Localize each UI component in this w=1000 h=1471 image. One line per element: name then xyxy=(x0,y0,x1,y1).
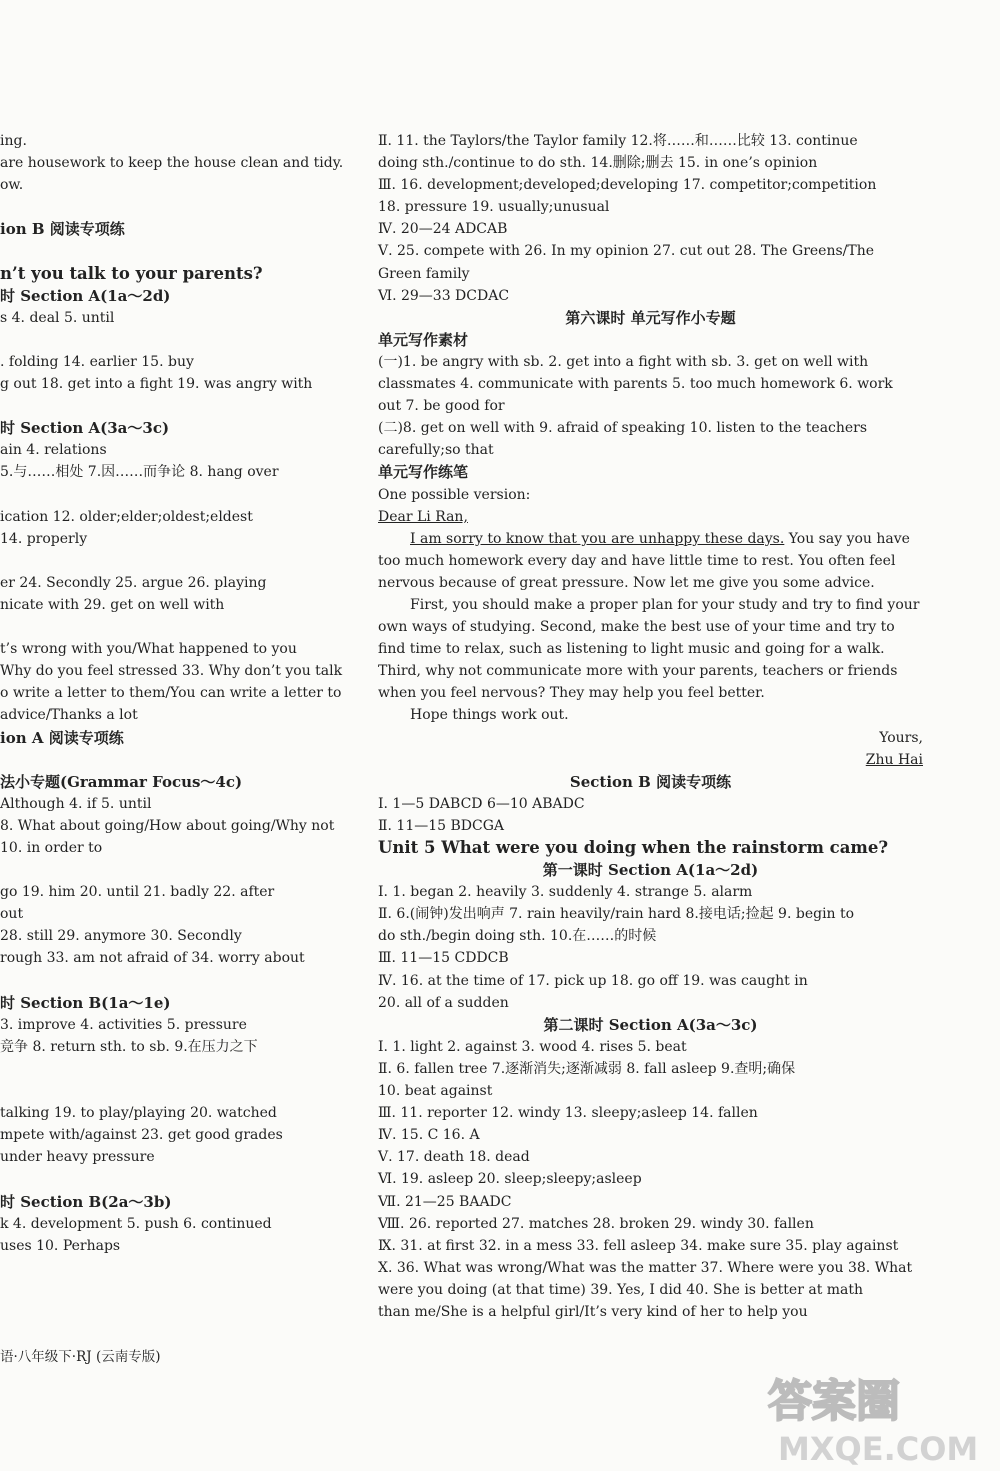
answer-line: 3. improve 4. activities 5. pressure xyxy=(0,1016,247,1033)
answer-line: k 4. development 5. push 6. continued xyxy=(0,1215,272,1232)
answer-line xyxy=(0,859,345,881)
answer-line: Ⅵ. 29—33 DCDAC xyxy=(378,287,510,304)
answer-line xyxy=(0,1168,345,1190)
answer-line: o write a letter to them/You can write a letter to xyxy=(0,685,342,702)
answer-line: 14. properly xyxy=(0,530,88,547)
answer-line: ing. xyxy=(0,133,27,149)
letter-signature: Zhu Hai xyxy=(865,751,923,768)
answers-unit5-part xyxy=(378,771,923,1323)
answer-line xyxy=(0,970,345,992)
answer-line: under heavy pressure xyxy=(0,1149,155,1166)
answer-line: 单元写作素材 xyxy=(378,330,469,349)
answer-line xyxy=(0,240,345,262)
answer-line: Ⅴ. 17. death 18. dead xyxy=(378,1149,530,1166)
answer-line: Ⅱ. 6.(闹钟)发出响声 7. rain heavily/rain hard 8.接电话;捡起 9. begin to xyxy=(378,906,855,923)
answer-line xyxy=(0,484,345,506)
answer-line: ion A 阅读专项练 xyxy=(0,728,124,747)
answer-line: 10. in order to xyxy=(0,840,103,856)
answer-line xyxy=(0,616,345,638)
answer-line: t’s wrong with you/What happened to you xyxy=(0,641,297,658)
answer-line: are housework to keep the house clean and tidy. xyxy=(0,155,344,172)
answer-line: Ⅰ. 1. light 2. against 3. wood 4. rises 5. beat xyxy=(378,1038,687,1055)
answer-line: 8. What about going/How about going/Why not xyxy=(0,817,335,834)
answer-line: 时 Section B(1a～1e) xyxy=(0,993,171,1012)
answer-line xyxy=(0,749,345,771)
answer-line: (二)8. get on well with 9. afraid of speaking 10. listen to the teachers xyxy=(378,420,868,437)
answer-line: Ⅲ. 11—15 CDDCB xyxy=(378,950,509,967)
answer-line: talking 19. to play/playing 20. watched xyxy=(0,1105,277,1122)
watermark-logo xyxy=(760,1368,990,1468)
answer-line: One possible version: xyxy=(378,486,531,503)
answer-line xyxy=(0,1058,345,1080)
left-column xyxy=(0,130,345,1257)
answer-line: Ⅹ. 36. What was wrong/What was the matter 37. Where were you 38. What xyxy=(378,1259,913,1276)
answer-line: 第二课时 Section A(3a～3c) xyxy=(543,1015,758,1034)
answer-line: out xyxy=(0,906,24,923)
letter-closing: Yours, xyxy=(879,729,923,746)
answer-line: were you doing (at that time) 39. Yes, I did 40. She is better at math xyxy=(378,1281,864,1298)
answer-line: (一)1. be angry with sb. 2. get into a fight with sb. 3. get on well with xyxy=(378,353,869,370)
answer-line: carefully;so that xyxy=(378,442,494,459)
answers-unit4-part xyxy=(378,130,923,528)
answer-line xyxy=(0,196,345,218)
answer-line: 第一课时 Section A(1a～2d) xyxy=(542,861,759,880)
answer-line: advice/Thanks a lot xyxy=(0,707,138,724)
answer-line xyxy=(0,1080,345,1102)
answer-line: Ⅰ. 1. began 2. heavily 3. suddenly 4. strange 5. alarm xyxy=(378,884,753,901)
answer-line: Ⅲ. 16. development;developed;developing 17. competitor;competition xyxy=(378,177,877,194)
answer-line: Ⅲ. 11. reporter 12. windy 13. sleepy;asleep 14. fallen xyxy=(378,1105,758,1122)
answer-line: Ⅳ. 20—24 ADCAB xyxy=(378,221,508,238)
answer-line: Ⅰ. 1—5 DABCD 6—10 ABADC xyxy=(378,795,585,812)
answer-line: Unit 5 What were you doing when the rainstorm came? xyxy=(378,838,889,857)
answer-line: doing sth./continue to do sth. 14.删除;删去 15. in one’s opinion xyxy=(378,155,818,172)
answer-line: out 7. be good for xyxy=(378,398,505,415)
watermark-bottom: MXQE.COM xyxy=(778,1430,979,1468)
answer-line: uses 10. Perhaps xyxy=(0,1237,121,1254)
letter-paragraph-1: I am sorry to know that you are unhappy these days. You say you have too much homework every day and have little time to rest. You often feel nervous because of great pressure. Now let me give you some advice. xyxy=(378,530,910,591)
letter-paragraph-3: Hope things work out. xyxy=(410,707,569,724)
answer-line: ow. xyxy=(0,177,24,194)
answer-line: go 19. him 20. until 21. badly 22. after xyxy=(0,884,275,901)
answer-line: Ⅳ. 15. C 16. A xyxy=(378,1127,480,1144)
answer-line: s 4. deal 5. until xyxy=(0,309,115,326)
answer-line: ion B 阅读专项练 xyxy=(0,220,125,239)
answer-line: er 24. Secondly 25. argue 26. playing xyxy=(0,574,267,591)
answer-line: do sth./begin doing sth. 10.在……的时候 xyxy=(378,928,657,945)
answer-line: ain 4. relations xyxy=(0,442,107,459)
answer-line: n’t you talk to your parents? xyxy=(0,263,263,283)
answer-line: than me/She is a helpful girl/It’s very kind of her to help you xyxy=(378,1303,808,1320)
answer-line xyxy=(0,550,345,572)
answer-line: 28. still 29. anymore 30. Secondly xyxy=(0,928,242,945)
answer-line: classmates 4. communicate with parents 5. too much homework 6. work xyxy=(378,376,893,393)
answer-line: Ⅵ. 19. asleep 20. sleep;sleepy;asleep xyxy=(378,1171,642,1188)
answer-line: Green family xyxy=(378,265,470,282)
right-column xyxy=(378,130,923,1323)
answer-line: 单元写作练笔 xyxy=(378,463,469,482)
letter-paragraph-2: First, you should make a proper plan for your study and try to find your own ways of studying. Second, make the best use of your time and try to find time to relax, such as listening to light music and going for a walk. Third, why not communicate more with your parents, teachers or friends when you feel nervous? They may help you feel better. xyxy=(378,596,920,702)
answer-line: g out 18. get into a fight 19. was angry with xyxy=(0,376,313,393)
answer-line: Although 4. if 5. until xyxy=(0,795,152,812)
answer-line: 时 Section A(3a～3c) xyxy=(0,419,170,438)
answer-line: mpete with/against 23. get good grades xyxy=(0,1127,283,1144)
answer-line: Ⅱ. 6. fallen tree 7.逐渐消失;逐渐减弱 8. fall asleep 9.查明;确保 xyxy=(378,1060,796,1077)
answer-line: 时 Section A(1a～2d) xyxy=(0,286,171,305)
answer-line: Ⅱ. 11. the Taylors/the Taylor family 12.将……和……比较 13. continue xyxy=(378,133,858,149)
answer-line: Ⅱ. 11—15 BDCGA xyxy=(378,817,505,834)
answer-line: 18. pressure 19. usually;unusual xyxy=(378,199,610,216)
page-footer: 语·八年级下·RJ (云南专版) xyxy=(0,1349,161,1365)
answer-line: nicate with 29. get on well with xyxy=(0,596,225,613)
answer-line: . folding 14. earlier 15. buy xyxy=(0,353,194,370)
answer-line: Why do you feel stressed 33. Why don’t you talk xyxy=(0,663,343,680)
answer-line xyxy=(0,395,345,417)
answer-line: 20. all of a sudden xyxy=(378,994,509,1011)
answer-line: 10. beat against xyxy=(378,1083,493,1100)
answer-line: Section B 阅读专项练 xyxy=(569,772,732,791)
answer-line: Dear Li Ran, xyxy=(378,508,468,525)
answer-line: ication 12. older;elder;oldest;eldest xyxy=(0,508,253,525)
answer-line: Ⅶ. 21—25 BAADC xyxy=(378,1193,512,1210)
answer-line xyxy=(0,329,345,351)
answer-line: 竞争 8. return sth. to sb. 9.在压力之下 xyxy=(0,1038,258,1055)
answer-line: 法小专题(Grammar Focus～4c) xyxy=(0,772,243,791)
answer-line: rough 33. am not afraid of 34. worry about xyxy=(0,950,305,967)
answer-line: 时 Section B(2a～3b) xyxy=(0,1192,172,1211)
answer-line: Ⅷ. 26. reported 27. matches 28. broken 29. windy 30. fallen xyxy=(378,1215,814,1232)
watermark-top: 答案圈 xyxy=(768,1376,900,1427)
answer-line: Ⅴ. 25. compete with 26. In my opinion 27. cut out 28. The Greens/The xyxy=(378,243,875,260)
answer-line: Ⅳ. 16. at the time of 17. pick up 18. go off 19. was caught in xyxy=(378,972,808,989)
answer-line: Ⅸ. 31. at first 32. in a mess 33. fell asleep 34. make sure 35. play against xyxy=(378,1237,899,1254)
answer-line: 第六课时 单元写作小专题 xyxy=(565,308,736,327)
answer-line: 5.与……相处 7.因……而争论 8. hang over xyxy=(0,464,279,481)
